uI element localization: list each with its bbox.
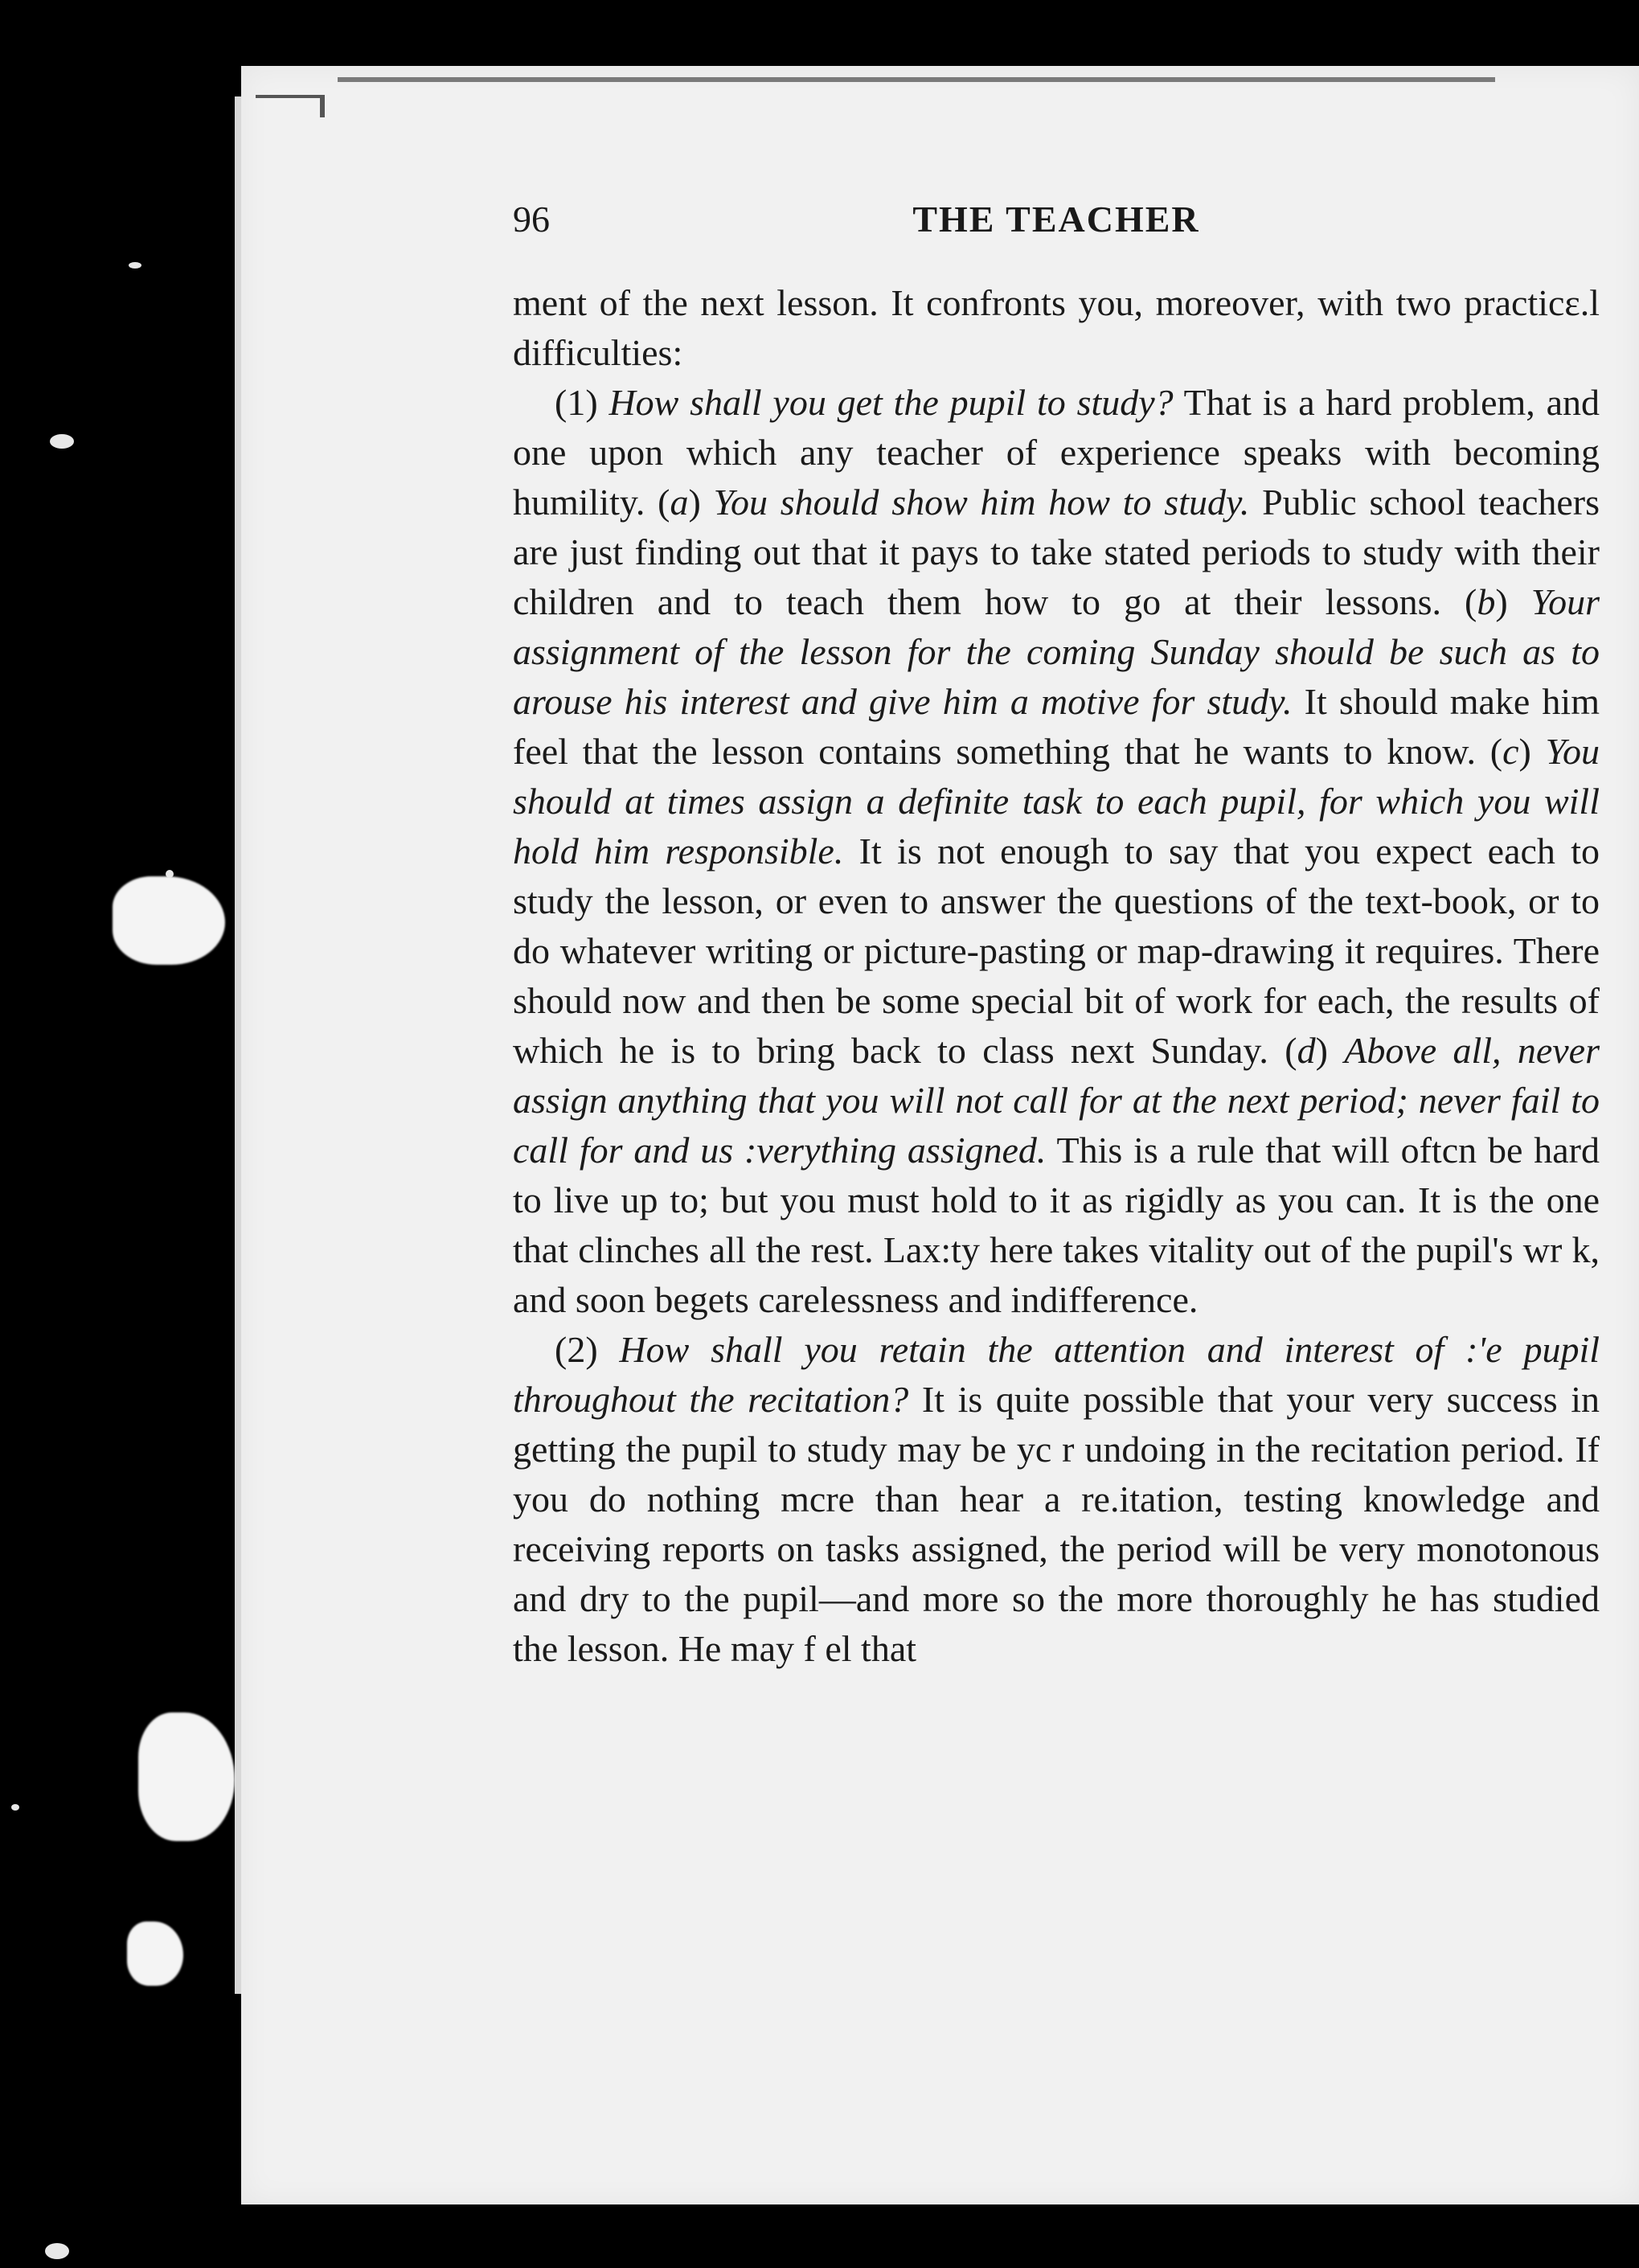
dust-blob <box>138 1712 235 1841</box>
page-top-edge-line <box>338 77 1495 82</box>
italic-text-run: Your assignment of the lesson for the coming Sunday should be such as to arouse his interest and give him a motive for study. <box>513 581 1600 722</box>
italic-text-run: c <box>1502 731 1519 772</box>
italic-text-run: a <box>670 482 689 523</box>
page-header <box>513 198 1600 254</box>
italic-text-run: Above all, never assign anything that you will not call for at the next period; never fail to call for and us :verything assigned. <box>513 1030 1600 1171</box>
text-run: ) <box>1495 581 1531 622</box>
paragraph <box>513 378 1600 1325</box>
italic-text-run: You should at times assign a definite task to each pupil, for which you will hold him responsible. <box>513 731 1600 872</box>
page-corner-mark <box>256 95 325 117</box>
text-run: (1) <box>555 382 609 423</box>
body-text <box>513 278 1600 1674</box>
italic-text-run: b <box>1477 581 1496 622</box>
text-run: Public school teachers are just finding out that it pays to take stated periods to study with their children and to teach them how to go at their lessons. ( <box>513 482 1600 622</box>
dust-speck <box>166 870 174 878</box>
text-run: It is quite possible that your very success in getting the pupil to study may be yc r undoing in the recitation period. If you do nothing mcre than hear a re.itation, testing knowledge and receiving reports on tasks assigned, the period will be very monotonous and dry to the pupil—and more so the more thoroughly he has studied the lesson. He may f el that <box>513 1379 1600 1669</box>
paragraph <box>513 1325 1600 1674</box>
dust-speck <box>50 434 74 449</box>
dust-blob <box>113 876 225 965</box>
italic-text-run: How shall you retain the attention and interest of :'e pupil throughout the recitation? <box>513 1329 1600 1420</box>
italic-text-run: You should show him how to study. <box>713 482 1250 523</box>
text-run: This is a rule that will oftcn be hard to live up to; but you must hold to it as rigidly as you can. It is the one that clinches all the rest. Lax:ty here takes vitality out of the pupil's wr k, and soon begets carelessness and indifference. <box>513 1130 1600 1320</box>
text-run: It should make him feel that the lesson contains something that he wants to know. ( <box>513 681 1600 772</box>
text-run: ) <box>688 482 714 523</box>
text-run: (2) <box>555 1329 620 1370</box>
text-run: ment of the next lesson. It confronts you, moreover, with two practicε.l difficulties: <box>513 282 1600 373</box>
text-run: It is not enough to say that you expect each to study the lesson, or even to answer the questions of the text-book, or to do whatever writing or picture-pasting or map-drawing it requires. There should now and then be some special bit of work for each, the results of which he is to bring back to class next Sunday. ( <box>513 831 1600 1071</box>
paragraph <box>513 278 1600 378</box>
dust-blob <box>127 1921 183 1986</box>
dust-speck <box>129 262 141 269</box>
italic-text-run: How shall you get the pupil to study? <box>608 382 1174 423</box>
dust-speck <box>11 1804 19 1811</box>
text-run: ) <box>1315 1030 1345 1071</box>
running-title: THE TEACHER <box>912 199 1200 240</box>
italic-text-run: d <box>1297 1030 1316 1071</box>
dust-speck <box>45 2243 69 2259</box>
page-number: 96 <box>513 199 550 240</box>
text-run: ) <box>1518 731 1546 772</box>
text-run: That is a hard problem, and one upon which any teacher of experience speaks with becoming humility. ( <box>513 382 1600 523</box>
